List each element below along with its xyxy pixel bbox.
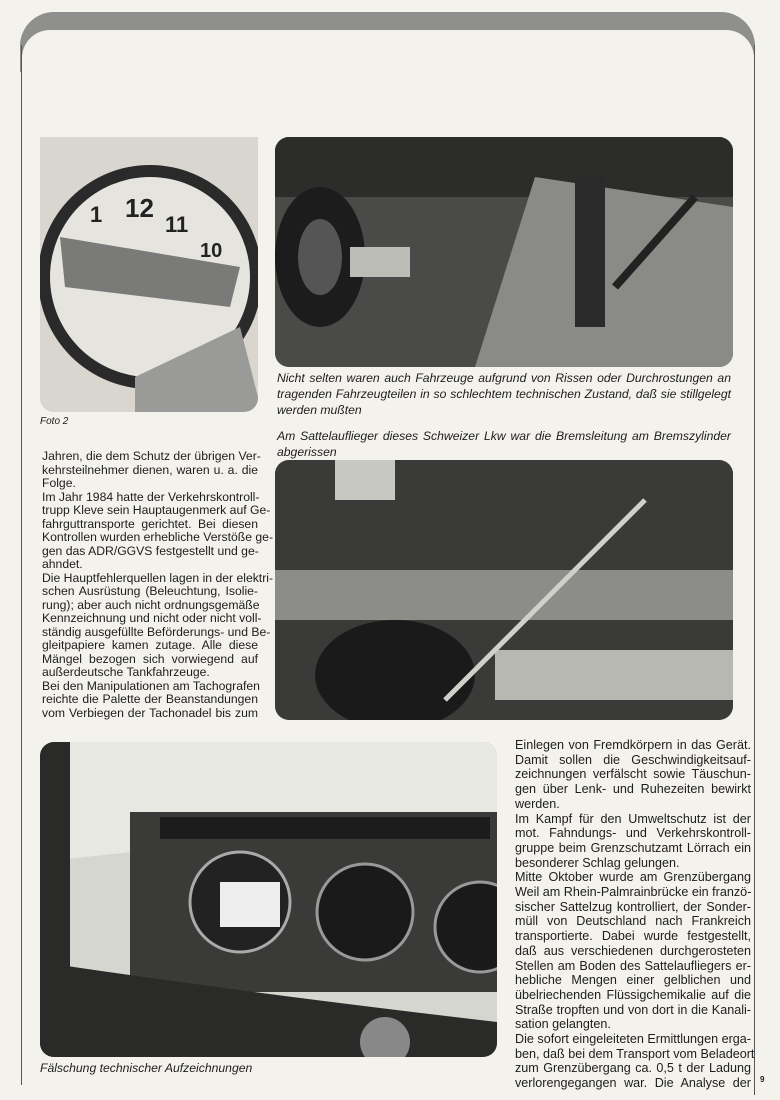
article-right-column [515, 738, 755, 1091]
article-paragraph [515, 812, 751, 871]
article-paragraph [42, 680, 258, 721]
text-line: Im Kampf für den Umweltschutz ist der [515, 811, 751, 826]
trailer-rust-photo [275, 137, 733, 367]
text-line: Folge. [42, 476, 76, 490]
text-line: besonderer Schlag gelungen. [515, 855, 680, 870]
text-line: Im Jahr 1984 hatte der Verkehrskontroll- [42, 489, 260, 504]
text-line: Einlegen von Fremdkörpern in das Gerät. [515, 738, 751, 752]
svg-text:1: 1 [90, 202, 103, 227]
text-line: rung); aber auch nicht ordnungsgemäße [42, 597, 260, 612]
caption-line: Nicht selten waren auch Fahrzeuge aufgrund von Rissen oder Durchrostungen an [277, 371, 731, 385]
text-line: außerdeutsche Tankfahrzeuge. [42, 665, 210, 679]
photo-caption: Foto 2 [40, 416, 69, 427]
text-line: Stellen am Boden des Sattelaufliegers er- [515, 958, 751, 973]
tachograph-photo [40, 137, 258, 412]
dashboard-photo [40, 742, 497, 1057]
text-line: zum Grenzübergang ca. 0,5 t der Ladung [515, 1061, 751, 1076]
text-line: Kontrollen wurden erhebliche Verstöße ge- [42, 530, 274, 544]
svg-text:12: 12 [125, 193, 154, 223]
article-paragraph [42, 570, 274, 680]
text-line: Mängel bezogen sich vorwiegend auf [42, 651, 258, 666]
text-line: daß aus verschiedenen durchgerosteten [515, 943, 751, 958]
text-line: gen das ADR/GGVS festgestellt und ge- [42, 543, 259, 558]
frame-right-rule [754, 45, 755, 1095]
text-line: müll von Deutschland nach Frankreich [515, 914, 751, 929]
text-line: hebliche Mengen einer gelblichen und [515, 973, 751, 988]
text-line: gen über Lenk- und Ruhezeiten bewirkt [515, 782, 751, 797]
trailer-rust-caption [277, 370, 731, 418]
dashboard-caption: Fälschung technischer Aufzeichnungen [40, 1061, 253, 1075]
caption-line: Am Sattelauflieger dieses Schweizer Lkw war die Bremsleitung am Bremszylinder [277, 429, 731, 443]
caption-line: werden mußten [277, 403, 362, 417]
text-line: Jahren, die dem Schutz der übrigen Ver- [42, 449, 261, 463]
svg-text:10: 10 [200, 240, 223, 262]
page-frame [22, 30, 754, 90]
text-line: Kennzeichnung und nicht oder nicht voll- [42, 611, 262, 625]
text-line: Damit sollen die Geschwindigkeitsauf- [515, 752, 751, 767]
article-paragraph [42, 449, 261, 491]
svg-text:11: 11 [165, 212, 189, 237]
article-paragraph [515, 738, 751, 812]
text-line: Straße tropften und von dort in die Kanali- [515, 1002, 751, 1017]
text-line: schen Ausrüstung (Beleuchtung, Isolie- [42, 584, 258, 598]
text-line: sischer Sattelzug kontrolliert, der Sonder- [515, 899, 751, 914]
text-line: werden. [515, 796, 560, 811]
article-left-column [42, 449, 274, 720]
text-line: Weil am Rhein-Palmrainbrücke ein franzö- [515, 885, 752, 900]
text-line: fahrguttransporte gerichtet. Bei diesen [42, 516, 258, 531]
brake-line-photo [275, 460, 733, 720]
text-line: trupp Kleve sein Hauptaugenmerk auf Ge- [42, 503, 271, 517]
text-line: zeichnungen verfälscht sowie Täuschun- [515, 767, 751, 782]
text-line: übelriechenden Flüssigchemikalie auf die [515, 987, 751, 1002]
page-number: 9 [760, 1075, 765, 1084]
frame-left-rule [21, 45, 22, 1085]
text-line: gruppe beim Grenzschutzamt Lörrach ein [515, 840, 751, 855]
text-line: ahndet. [42, 557, 83, 571]
text-line: sation gelangten. [515, 1017, 611, 1032]
text-line: Die sofort eingeleiteten Ermittlungen erga- [515, 1032, 751, 1047]
brake-line-caption [277, 428, 731, 460]
text-line: Mitte Oktober wurde am Grenzübergang [515, 870, 751, 885]
caption-line: abgerissen [277, 445, 337, 459]
text-line: kehrsteilnehmer dienen, waren u. a. die [42, 462, 258, 477]
article-paragraph [515, 870, 751, 1032]
text-line: Die Hauptfehlerquellen lagen in der elektri- [42, 570, 274, 585]
text-line: Bei den Manipulationen am Tachografen [42, 678, 260, 693]
text-line: vom Verbiegen der Tachonadel bis zum [42, 705, 258, 720]
text-line: verlorengegangen war. Die Analyse der [515, 1076, 751, 1091]
text-line: ständig ausgefüllte Beförderungs- und Be- [42, 624, 271, 639]
text-line: mot. Fahndungs- und Verkehrskontroll- [515, 826, 751, 841]
text-line: gleitpapiere kamen zutage. Alle diese [42, 638, 258, 652]
text-line: ben, daß bei dem Transport vom Beladeort [515, 1046, 755, 1061]
text-line: reichte die Palette der Beanstandungen [42, 692, 258, 706]
article-paragraph [42, 489, 274, 572]
caption-line: tragenden Fahrzeugteilen in so schlechtem technischen Zustand, daß sie stillgelegt [277, 387, 731, 401]
text-line: transportierte. Dabei wurde festgestellt, [515, 929, 751, 944]
article-paragraph [515, 1032, 755, 1091]
